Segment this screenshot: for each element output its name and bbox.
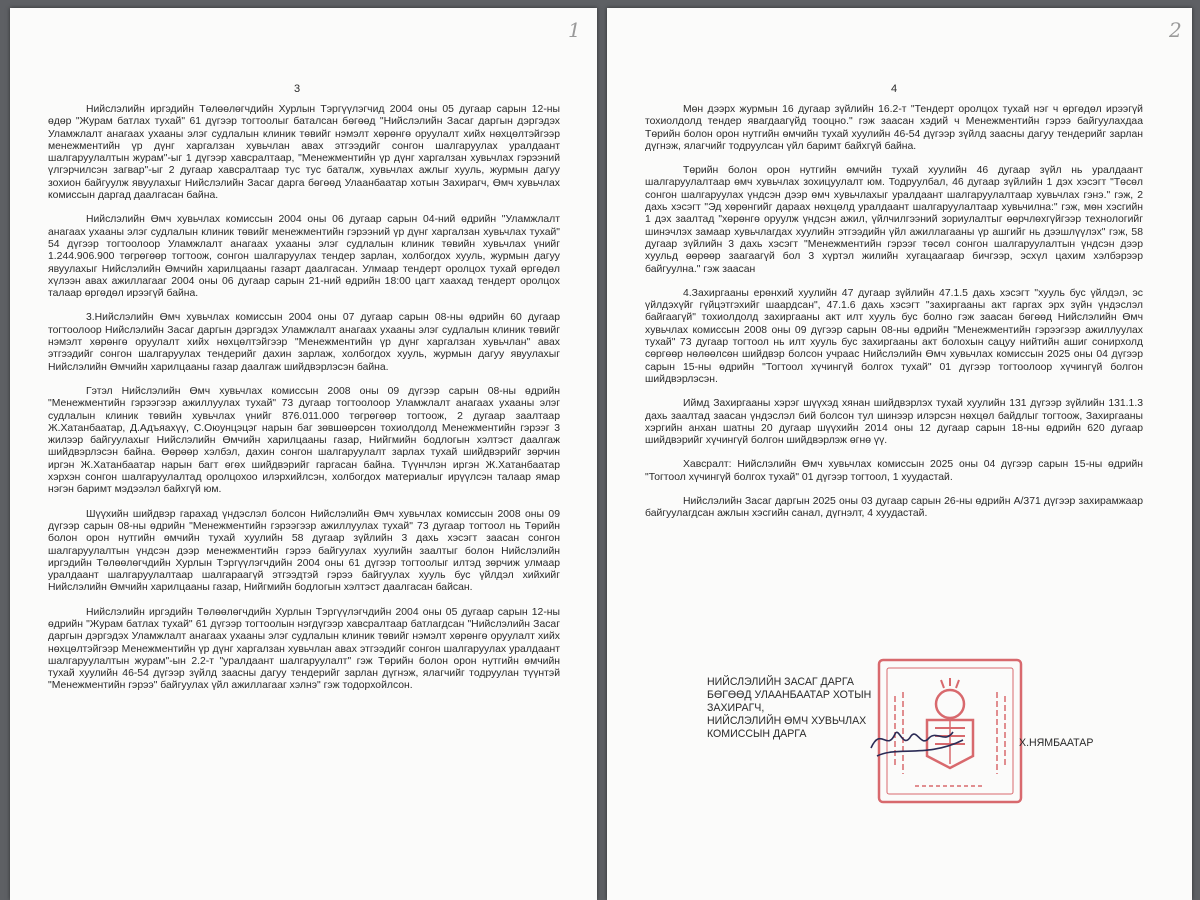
signatory-title-line: НИЙСЛЭЛИЙН ӨМЧ ХУВЬЧЛАХ — [707, 715, 867, 727]
page-number: 4 — [891, 83, 898, 95]
signatory-title-line: НИЙСЛЭЛИЙН ЗАСАГ ДАРГА — [707, 676, 854, 688]
paragraph: Төрийн болон орон нутгийн өмчийн тухай хуулийн 46 дугаар зүйл нь уралдаант шалгаруулалтаар өмч хувьчлах зохицуулалт юм. Тодруулбал, 46 дугаар зүйлийн 1 дэх хэсэгт "Төсөл сонгон шалгаруулах үндсэн дээр өмч хувьчлахыг уралдаант шалгаруулалтаар хувьчлах гэнэ." гэж, 2 дахь хэсэгт "Эд хөрөнгийг дараах нөхцөлд уралдаант шалгаруулалтаар хувьчилна:" гэж, мөн хэсгийн 1 дэх заалтад "хөрөнгө оруулж үндсэн ажил, үйлчилгээний зориулалтыг өөрчлөхгүйгээр технологийг шинэчлэх замаар хувьчлагдах хуулийн этгээдийн үйл ажиллагааны үр ашгийг нь дээшлүүлэх" гэж, 58 дугаар зүйлийн 3 дахь хэсэгт "Менежментийн гэрээг төсөл сонгон шалгаруулалтын үндсэн дээр хуульд өөрөөр заагаагүй бол 3 хүртэл жилийн хугацаагаар бичгээр, эсхүл цахим хэлбэрээр байгуулна." гэж заасан — [645, 165, 1143, 275]
signatory-title-line: БӨГӨӨД УЛААНБААТАР ХОТЫН — [707, 689, 872, 701]
paragraph: Нийслэлийн иргэдийн Төлөөлөгчдийн Хурлын Тэргүүлэгчид 2004 оны 05 дугаар сарын 12-ны өдөр "Журам батлах тухай" 61 дүгээр тогтоолыг баталсан бөгөөд "Нийслэлийн Засаг даргын дэргэдэх Уламжлалт анагаах ухааны элэг судлалын клиник төвийг нэмэлт хөрөнгө оруулалт хийх нөхцөлтэйгээр менежментийн үр дүнг харгалзан хувьчлан авах этгээдийг сонгон шалгаруулах уралдаант шалгаруулалтын журам"-ыг 1 дүгээр хавсралтаар, "Менежментийн үр дүнг харгалзан хувьчлах гэрээний үлгэрчилсэн загвар"-ыг 2 дугаар хавсралтаар тус тус баталж, хувьчлах ажлыг хууль, журмын дагуу зохион байгуулж явуулахыг Нийслэлийн Засаг дарга бөгөөд Улаанбаатар хотын Захирагч, Өмч хувьчлах комиссын даргад даалгасан байна. — [48, 104, 560, 202]
paragraph: Нийслэлийн Засаг даргын 2025 оны 03 дугаар сарын 26-ны өдрийн А/371 дүгээр захирамжаар байгуулагдсан ажлын хэсгийн санал, дүгнэлт, 4 хуудастай. — [645, 496, 1143, 520]
left-page — [10, 8, 597, 900]
paragraph: 4.Захиргааны ерөнхий хуулийн 47 дугаар зүйлийн 47.1.5 дахь хэсэгт "хууль бус үйлдэл, эс үйлдэхүйг гүйцэтгэхийг шаардсан", 47.1.6 дахь хэсэгт "захиргааны акт гаргах эрх зүйн үндэслэл байгаагүй" тохиолдолд захиргааны акт илт хууль бус болно гэж заасан бөгөөд Нийслэлийн Өмч хувьчлах комиссын 2008 оны 09 дүгээр сарын 08-ны өдрийн "Менежментийн гэрээгээр ажиллуулах тухай" 73 дугаар тогтоол нь илт хууль бус захиргааны акт болохын сацуу нийтийн ашиг сонирхолд сөргөөр нөлөөлсөн шийдвэр болсон учраас Нийслэлийн Өмч хувьчлах комиссын 2025 оны 04 дүгээр сарын 15-ны өдрийн "Тогтоол хүчингүй болгох тухай" 01 дүгээр тогтоолоор хүчингүй болгон шийдвэрлэсэн. — [645, 287, 1143, 385]
page-number: 3 — [294, 83, 301, 95]
signatory-title-line: ЗАХИРАГЧ, — [707, 702, 765, 714]
handwritten-page-number: 2 — [1169, 18, 1182, 42]
signatory-title-line: КОМИССЫН ДАРГА — [707, 728, 807, 740]
paragraph: Хавсралт: Нийслэлийн Өмч хувьчлах комиссын 2025 оны 04 дүгээр сарын 15-ны өдрийн "Тогтоол хүчингүй болгох тухай" 01 дүгээр тогтоол, 1 хуудастай. — [645, 459, 1143, 483]
handwritten-page-number: 1 — [568, 18, 581, 42]
paragraph: Гэтэл Нийслэлийн Өмч хувьчлах комиссын 2008 оны 09 дүгээр сарын 08-ны өдрийн "Менежментийн гэрээгээр ажиллуулах тухай" 73 дугаар тогтоолоор Уламжлалт анагаах ухааны элэг судлалын клиник төвийн хувьчлах үнийг 876.011.000 төгрөгөөр тогтоож, 2 дугаар заалтаар Ж.Хатанбаатар, Д.Адъяахүү, С.Оюунцэцэг нарын бaг зөвшөөрсөн тохиолдолд Менежментийн гэрээг 3 жилээр байгуулахыг Нийслэлийн Өмчийн харилцааны газар, Нийгмийн бодлогын хэлтэст даалгаж шийдвэрлэсэн байна. Өөрөөр хэлбэл, дахин сонгон шалгаруулалт зарлах тухай шийдвэрийг зөрчин иргэн Ж.Хатанбаатар нарын багт өгөх шийдвэрийг гаргасан байна. Түүнчлэн иргэн Ж.Хатанбаатар хэрхэн сонгон шалгаруулалтад оролцохоо илэрхийлсэн, холбогдох материалыг ирүүлсэн талаар ямар нэгэн баримт мэдээлэл байхгүй юм. — [48, 385, 560, 496]
paragraph: Иймд Захиргааны хэрэг шүүхэд хянан шийдвэрлэх тухай хуулийн 131 дүгээр зүйлийн 131.1.3 дахь заалтад заасан үндэслэл бий болсон тул шинээр илэрсэн нөхцөл байдлыг тогтоож, Захиргааны хэргийн анхан шатны 20 дугаар шүүхийн 2014 оны 12 дугаар сарын 18-ны өдрийн 620 дугаар шийдвэрийг хүчингүй болгон шийдвэрлэж өгнө үү. — [645, 398, 1143, 447]
paragraph: Нийслэлийн Өмч хувьчлах комиссын 2004 оны 06 дугаар сарын 04-ний өдрийн "Уламжлалт анагаах ухааны элэг судлалын клиник төвийг менежментийн гэрээний үр дүнг харгалзан хувьчлах тухай" 54 дүгээр тогтоолоор Уламжлалт анагаах ухааны элэг судлалын клиник төвийн хувьчлах үнийг 1.244.906.900 төгрөгөөр тогтоож, сонгон шалгаруулах тендер зарлан, холбогдох хууль, журмын дагуу явуулахыг Нийслэлийн Өмчийн харилцааны газарт даалгасан. Улмаар тендерт оролцох тухай өргөдөл хүлээн авах ажиллагааг 2004 оны 06 дугаар сарын 21-ний өдрийн 18:00 цагт хаахад тендерт оролцох талаар өргөдөл ирээгүй байна. — [48, 214, 560, 300]
right-page-body — [645, 104, 1143, 533]
left-page-body — [48, 104, 560, 705]
signature-block — [707, 668, 1094, 818]
signatory-title — [707, 676, 907, 741]
paragraph: Мөн дээрх журмын 16 дугаар зүйлийн 16.2-т "Тендерт оролцох тухай нэг ч өргөдөл ирээгүй тохиолдолд тендер явагдаагүйд тооцно." гэж заасан хэдий ч Менежментийн гэрээ байгуулахдаа Төрийн болон орон нутгийн өмчийн тухай хуулийн 46-54 дүгээр зүйлд заасны дагуу тендерийг зарлан дүгнэж, ялагчийг тодруулсан үйл баримт байхгүй байна. — [645, 104, 1143, 152]
paragraph: Шүүхийн шийдвэр гарахад үндэслэл болсон Нийслэлийн Өмч хувьчлах комиссын 2008 оны 09 дүгээр сарын 08-ны өдрийн "Менежментийн гэрээгээр ажиллуулах тухай" 73 дугаар тогтоол нь Төрийн болон орон нутгийн өмчийн тухай хуулийн 58 дугаар зүйлийн 3 дахь хэсэгт заасан сонгон шалгаруулалтын үндсэн дээр менежментийн гэрээ байгуулах хуулийн заалтыг болон Нийслэлийн иргэдийн Төлөөлөгчдийн Хурлын Тэргүүлэгчдийн 2004 оны 61 дүгээр тогтоолыг илтэд зөрчиж улмаар уралдаант шалгаруулалтаар шалгараагүй этгээдтэй гэрээ байгуулах хууль бус үйлдэл хийхийг Нийслэлийн Өмчийн харилцааны газар, Нийгмийн бодлогын хэлтэст даалгасан байсан. — [48, 508, 560, 594]
right-page — [607, 8, 1192, 900]
paragraph: Нийслэлийн иргэдийн Төлөөлөгчдийн Хурлын Тэргүүлэгчдийн 2004 оны 05 дугаар сарын 12-ны өдрийн "Журам батлах тухай" 61 дүгээр тогтоолын нэгдүгээр хавсралтаар батлагдсан "Нийслэлийн Засаг даргын дэргэдэх Уламжлалт анагаах ухааны элэг судлалын клиник төвийг нэмэлт хөрөнгө оруулалт хийх нөхцөлтэйгээр Менежментийн үр дүнг харгалзан хувьчлан авах этгээдийг сонгон шалгаруулах уралдаант шалгаруулалтын журам"-ын 2.2-т "уралдаант шалгаруулалт" гэж Төрийн болон орон нутгийн өмчийн тухай хуулийн 46-54 дүгээр зүйлд заасны дагуу тендерийг зарлан дүгнэж, ялагчийг тодруулан түүнтэй "Менежментийн гэрээ" байгуулах үйл ажиллагааг хэлнэ" гэж тодорхойлсон. — [48, 606, 560, 692]
paragraph: 3.Нийслэлийн Өмч хувьчлах комиссын 2004 оны 07 дугаар сарын 08-ны өдрийн 60 дугаар тогтоолоор Нийслэлийн Засаг даргын дэргэдэх Уламжлалт анагаах ухааны элэг судлалын клиник төвийг нэмэлт хөрөнгө оруулалт хийх нөхцөлтэйгээр "Менежментийн үр дүнг харгалзан хувьчлан" авах этгээдийг сонгон шалгаруулах тендерийг дахин зарлаж, холбогдох хууль, журмын дагуу явуулахыг Нийслэлийн Өмчийн харилцааны газар даалгаж шийдвэрлэсэн байна. — [48, 312, 560, 373]
signatory-name: Х.НЯМБААТАР — [1019, 737, 1094, 749]
